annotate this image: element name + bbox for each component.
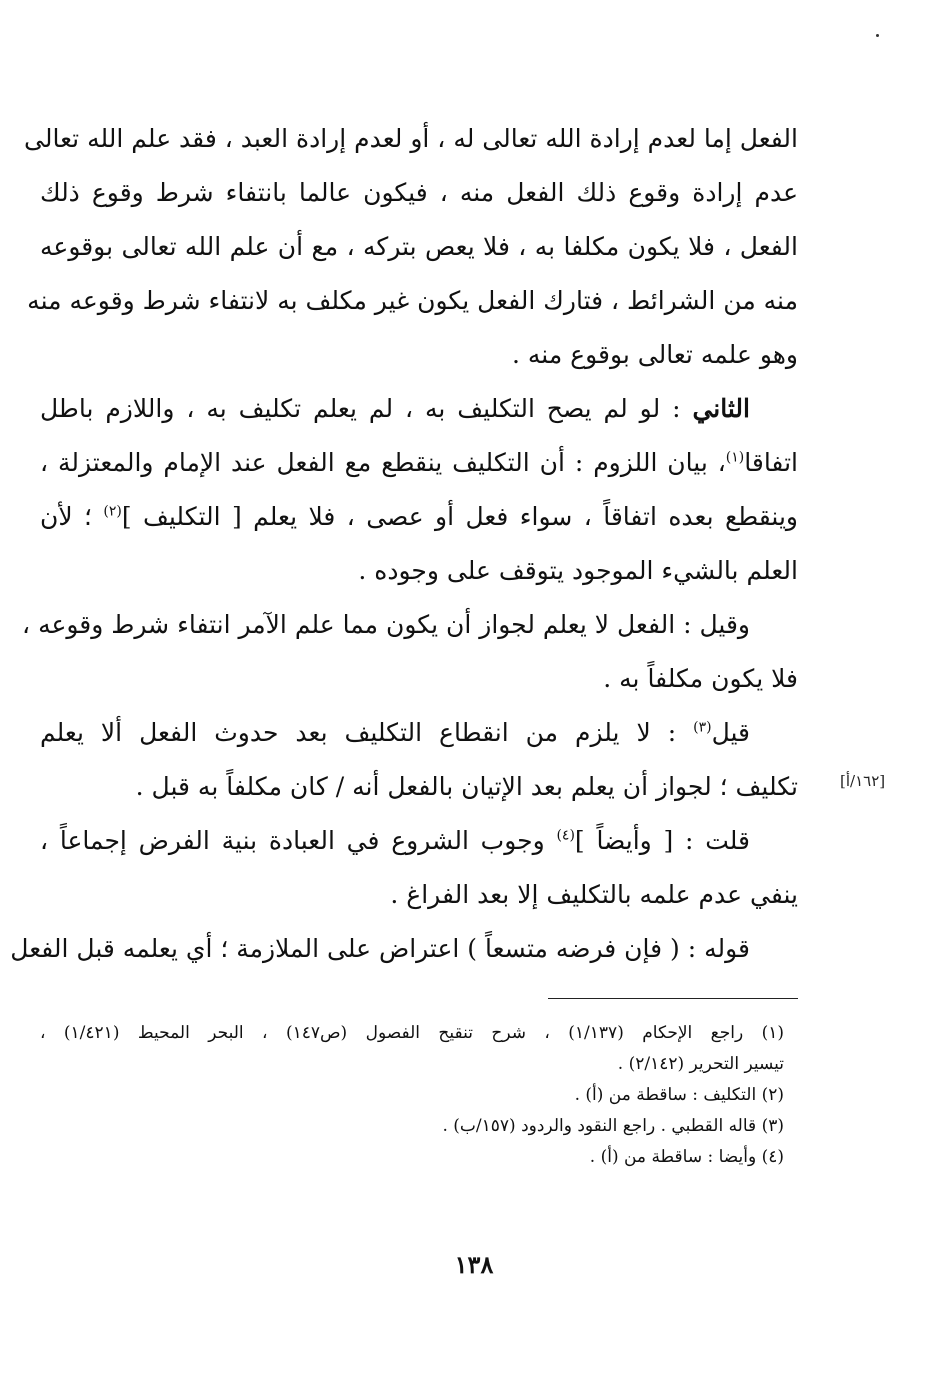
text-span: : لا يلزم من انقطاع التكليف بعد حدوث الفعل ألا يعلم <box>40 718 677 747</box>
second-heading: الثاني <box>692 394 750 423</box>
footnote-ref-1[interactable]: (١) <box>725 449 745 466</box>
text-line: وقيل : الفعل لا يعلم لجواز أن يكون مما علم الآمر انتفاء شرط وقوعه ، <box>22 610 750 639</box>
text-line: تكليف ؛ لجواز أن يعلم بعد الإتيان بالفعل أنه / كان مكلفاً به قبل . <box>135 772 798 801</box>
footnote-3: (٣) قاله القطبي . راجع النقود والردود (١٥٧/ب) . <box>442 1116 784 1136</box>
text-line: ينفي عدم علمه بالتكليف إلا بعد الفراغ . <box>390 880 798 909</box>
text-span: ، بيان اللزوم : أن التكليف ينقطع مع الفعل عند الإمام والمعتزلة ، <box>40 448 726 477</box>
footnote-2: (٢) التكليف : ساقطة من (أ) . <box>574 1085 784 1105</box>
text-line: الفعل إما لعدم إرادة الله تعالى له ، أو لعدم إرادة العبد ، فقد علم الله تعالى <box>24 124 798 153</box>
footnote-ref-4[interactable]: (٤) <box>556 827 575 844</box>
footnote-divider <box>548 998 798 999</box>
text-line <box>40 814 798 868</box>
text-span: اتفاقا <box>744 448 798 477</box>
page-number: ١٣٨ <box>454 1250 494 1279</box>
manuscript-folio-marker: [١٦٢/أ] <box>840 772 886 790</box>
text-span: وينقطع بعده اتفاقاً ، سواء فعل أو عصى ، فلا يعلم [ التكليف ] <box>121 502 799 531</box>
text-line <box>40 706 798 760</box>
text-span: : لو لم يصح التكليف به ، لم يعلم تكليف به ، واللازم باطل <box>40 394 681 423</box>
text-line: فلا يكون مكلفاً به . <box>603 664 798 693</box>
text-span: وجوب الشروع في العبادة بنية الفرض إجماعاً ، <box>40 826 545 855</box>
text-line: الفعل ، فلا يكون مكلفا به ، فلا يعص بتركه ، مع أن علم الله تعالى بوقوعه <box>40 232 798 261</box>
text-line: وهو علمه تعالى بوقوع منه . <box>512 340 798 369</box>
footnote-1: (١) راجع الإحكام (١/١٣٧) ، شرح تنقيح الفصول (ص١٤٧) ، البحر المحيط (١/٤٢١) ، <box>40 1023 784 1043</box>
footnotes <box>40 1018 792 1173</box>
second-argument-line <box>40 382 798 436</box>
scan-dot <box>876 34 879 37</box>
text-line <box>40 436 798 490</box>
footnote-1-continued: تيسير التحرير (٢/١٤٢) . <box>617 1054 784 1074</box>
footnote-ref-3[interactable]: (٣) <box>693 719 712 736</box>
text-line: العلم بالشيء الموجود يتوقف على وجوده . <box>358 556 798 585</box>
footnote-4: (٤) وأيضا : ساقطة من (أ) . <box>589 1147 784 1167</box>
text-span: قيل <box>711 718 750 747</box>
text-line: منه من الشرائط ، فتارك الفعل يكون غير مكلف به لانتفاء شرط وقوعه منه <box>27 286 798 315</box>
text-line <box>40 490 798 544</box>
text-span: ؛ لأن <box>40 502 92 531</box>
main-text <box>10 112 799 976</box>
footnote-ref-2[interactable]: (٢) <box>103 503 122 520</box>
text-line: عدم إرادة وقوع ذلك الفعل منه ، فيكون عالما بانتفاء شرط وقوع ذلك <box>40 178 798 207</box>
text-span: قلت : [ وأيضاً ] <box>574 826 751 855</box>
text-line: قوله : ( فإن فرضه متسعاً ) اعتراض على الملازمة ؛ أي يعلمه قبل الفعل <box>10 934 750 963</box>
